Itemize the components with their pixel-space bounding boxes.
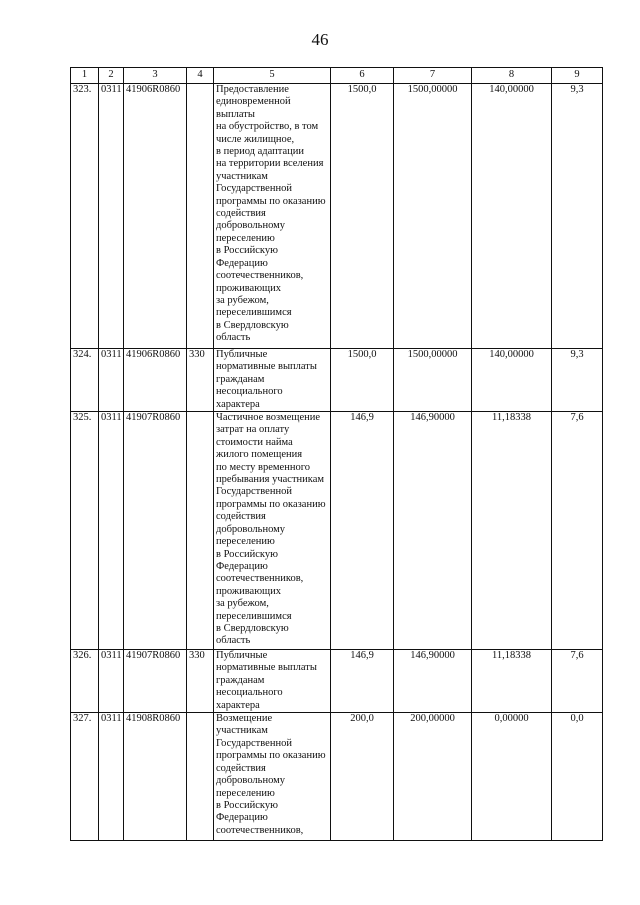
table-row (71, 349, 603, 412)
table-row (71, 650, 603, 713)
target-item-code: 41906R0860 (124, 349, 187, 412)
row-number: 326. (71, 650, 99, 713)
value-col6: 1500,0 (331, 84, 394, 349)
value-col9: 9,3 (552, 349, 603, 412)
target-item-code: 41907R0860 (124, 412, 187, 650)
value-col6: 146,9 (331, 412, 394, 650)
column-header: 7 (394, 68, 472, 84)
item-name: Частичное возмещение затрат на оплату стоимости найма жилого помещения по месту временного пребывания участникам Государственной программы по оказанию содействия добровольному переселению в Российскую Федерацию соотечественников, проживающих за рубежом, переселившимся в Свердловскую область (214, 412, 331, 650)
row-number: 324. (71, 349, 99, 412)
row-number: 325. (71, 412, 99, 650)
item-name: Публичные нормативные выплаты гражданам несоциального характера (214, 349, 331, 412)
column-header: 9 (552, 68, 603, 84)
target-item-code: 41907R0860 (124, 650, 187, 713)
value-col7: 1500,00000 (394, 349, 472, 412)
section-code: 0311 (99, 84, 124, 349)
value-col7: 200,00000 (394, 713, 472, 841)
value-col8: 140,00000 (472, 84, 552, 349)
value-col9: 9,3 (552, 84, 603, 349)
column-header: 8 (472, 68, 552, 84)
column-header: 6 (331, 68, 394, 84)
column-header: 3 (124, 68, 187, 84)
value-col8: 0,00000 (472, 713, 552, 841)
row-number: 327. (71, 713, 99, 841)
section-code: 0311 (99, 349, 124, 412)
item-name: Предоставление единовременной выплаты на обустройство, в том числе жилищное, в период адаптации на территории вселения участникам Государственной программы по оказанию содействия добровольному переселению в Российскую Федерацию соотечественников, проживающих за рубежом, переселившимся в Свердловскую область (214, 84, 331, 349)
budget-table (70, 67, 603, 841)
column-header: 5 (214, 68, 331, 84)
expense-type-code (187, 412, 214, 650)
value-col6: 1500,0 (331, 349, 394, 412)
section-code: 0311 (99, 650, 124, 713)
page-number: 46 (311, 30, 329, 49)
value-col8: 140,00000 (472, 349, 552, 412)
value-col9: 0,0 (552, 713, 603, 841)
value-col7: 146,90000 (394, 412, 472, 650)
value-col6: 146,9 (331, 650, 394, 713)
value-col8: 11,18338 (472, 412, 552, 650)
target-item-code: 41906R0860 (124, 84, 187, 349)
value-col6: 200,0 (331, 713, 394, 841)
target-item-code: 41908R0860 (124, 713, 187, 841)
expense-type-code (187, 84, 214, 349)
value-col9: 7,6 (552, 412, 603, 650)
table-row (71, 84, 603, 349)
item-name: Публичные нормативные выплаты гражданам несоциального характера (214, 650, 331, 713)
table-row (71, 412, 603, 650)
expense-type-code: 330 (187, 349, 214, 412)
column-header: 2 (99, 68, 124, 84)
header-row (71, 68, 603, 84)
column-header: 1 (71, 68, 99, 84)
row-number: 323. (71, 84, 99, 349)
section-code: 0311 (99, 412, 124, 650)
column-header: 4 (187, 68, 214, 84)
value-col7: 1500,00000 (394, 84, 472, 349)
value-col7: 146,90000 (394, 650, 472, 713)
value-col9: 7,6 (552, 650, 603, 713)
section-code: 0311 (99, 713, 124, 841)
table-row (71, 713, 603, 841)
item-name: Возмещение участникам Государственной программы по оказанию содействия добровольному переселению в Российскую Федерацию соотечественников, (214, 713, 331, 841)
value-col8: 11,18338 (472, 650, 552, 713)
expense-type-code (187, 713, 214, 841)
expense-type-code: 330 (187, 650, 214, 713)
